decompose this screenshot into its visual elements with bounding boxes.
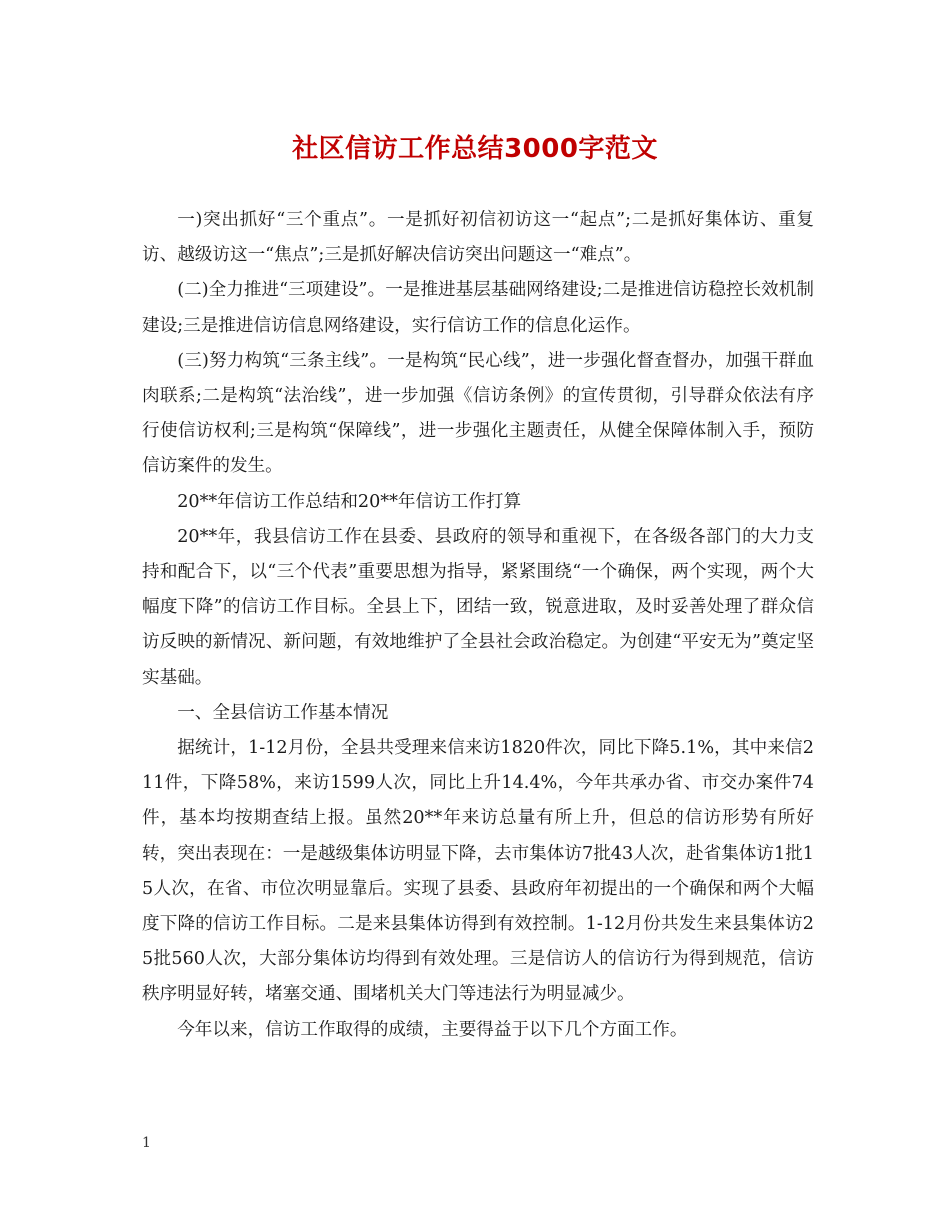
document-title: 社区信访工作总结3000字范文 [292, 134, 658, 164]
paragraph-three-main-lines: (三)努力构筑“三条主线”。一是构筑“民心线”，进一步强化督查督办，加强干群血肉联系;二是构筑“法治线”，进一步加强《信访条例》的宣传贯彻，引导群众依法有序行使信访权利;三是构筑“保障线”，进一步强化主题责任，从健全保障体制入手，预防信访案件的发生。 [142, 350, 814, 477]
paragraph-achievements-intro: 今年以来，信访工作取得的成绩，主要得益于以下几个方面工作。 [177, 1019, 688, 1040]
paragraph-three-key-points: 一)突出抓好“三个重点”。一是抓好初信初访这一“起点”;二是抓好集体访、重复访、越级访这一“焦点”;三是抓好解决信访突出问题这一“难点”。 [142, 210, 814, 266]
document-body [142, 203, 814, 1048]
page-number: 1 [142, 1135, 151, 1151]
section-heading-summary-plan: 20**年信访工作总结和20**年信访工作打算 [177, 491, 522, 512]
paragraph-statistics: 据统计，1-12月份，全县共受理来信来访1820件次，同比下降5.1%，其中来信211件，下降58%，来访1599人次，同比上升14.4%，今年共承办省、市交办案件74件，基本均按期查结上报。虽然20**年来访总量有所上升，但总的信访形势有所好转，突出表现在：一是越级集体访明显下降，去市集体访7批43人次，赴省集体访1批15人次，在省、市位次明显靠后。实现了县委、县政府年初提出的一个确保和两个大幅度下降的信访工作目标。二是来县集体访得到有效控制。1-12月份共发生来县集体访25批560人次，大部分集体访均得到有效处理。三是信访人的信访行为得到规范，信访秩序明显好转，堵塞交通、围堵机关大门等违法行为明显减少。 [142, 738, 814, 1005]
paragraph-annual-overview: 20**年，我县信访工作在县委、县政府的领导和重视下，在各级各部门的大力支持和配合下，以“三个代表”重要思想为指导，紧紧围绕“一个确保，两个实现，两个大幅度下降”的信访工作目标。全县上下，团结一致，锐意进取，及时妥善处理了群众信访反映的新情况、新问题，有效地维护了全县社会政治稳定。为创建“平安无为”奠定坚实基础。 [142, 526, 814, 688]
section-heading-basic-situation: 一、全县信访工作基本情况 [177, 702, 389, 723]
paragraph-three-constructions: (二)全力推进“三项建设”。一是推进基层基础网络建设;二是推进信访稳控长效机制建设;三是推进信访信息网络建设，实行信访工作的信息化运作。 [142, 280, 814, 336]
